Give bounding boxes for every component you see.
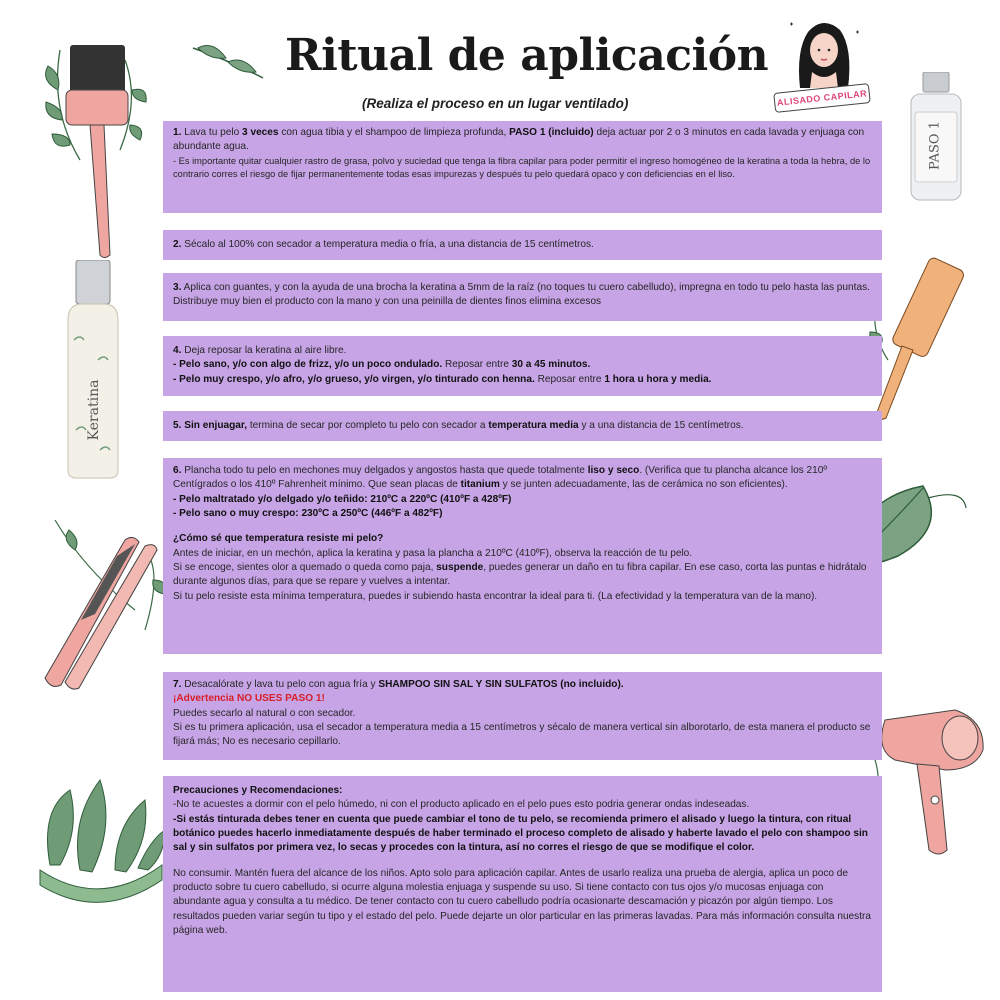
step-7-text: 7. Desacalórate y lava tu pelo con agua fría y SHAMPOO SIN SAL Y SIN SULFATOS (no incluido).: [173, 679, 624, 690]
paso1-bottle-label: PASO 1: [927, 121, 943, 170]
alisado-capilar-badge: ALISADO CAPILAR: [773, 83, 871, 113]
comb-icon: [868, 250, 983, 425]
tint-brush-icon: [40, 30, 150, 260]
step-5-text: 5. Sin enjuagar, termina de secar por completo tu pelo con secador a temperatura media y a una distancia de 15 centímetros.: [173, 420, 744, 431]
precaution-1: -No te acuestes a dormir con el pelo húmedo, ni con el producto aplicado en el pelo pues esto podria generar ondas indeseadas.: [173, 799, 750, 811]
step-6-box: [163, 458, 882, 654]
precaution-2: -Si estás tinturada debes tener en cuenta que puede cambiar el tono de tu pelo, se recomienda primero el alisado y luego la tintura, con ritual botánico puedes hacerlo inmediatamente después de haber terminado el proceso completo de alisado y haberte lavado el pelo con shampoo sin sal y sin sulfatos por primera vez, lo secas y procedes con la tintura, así no corres el riesgo de que se modifique el color.: [173, 813, 868, 854]
step-1-text: 1. Lava tu pelo 3 veces con agua tibia y el shampoo de limpieza profunda, PASO 1 (incluido) deja actuar por 2 o 3 minutos en cada lavada y enjuaga con abundante agua.: [173, 127, 865, 153]
step-1-box: [163, 121, 882, 213]
step-2-text: 2. Sécalo al 100% con secador a temperatura media o fría, a una distancia de 15 centímetros.: [173, 239, 594, 250]
step-6-text: 6. Plancha todo tu pelo en mechones muy delgados y angostos hasta que quede totalmente liso y seco. (Verifica que tu plancha alcance los 210º Centígrados o los 410º Fahrenheit mínimo. Que sean placas de titanium y se junten adecuadamente, las de cerámica no son eficientes).: [173, 465, 828, 491]
step-7-dry: Puedes secarlo al natural o con secador.: [173, 707, 356, 719]
step-4-line-3: - Pelo muy crespo, y/o afro, y/o grueso, y/o virgen, y/o tinturado con henna. Reposar entre 1 hora u hora y media.: [173, 373, 712, 385]
precautions-title: Precauciones y Recomendaciones:: [173, 785, 343, 796]
leaf-sprig-icon: [188, 40, 268, 85]
step-6-temp-damaged: - Pelo maltratado y/o delgado y/o teñido: 210ºC a 220ºC (410ºF a 428ºF): [173, 493, 512, 505]
step-3-box: [163, 273, 882, 321]
step-3-text: 3. Aplica con guantes, y con la ayuda de una brocha la keratina a 5mm de la raíz (no toques tu cuero cabelludo), impregna en todo tu pelo hasta las puntas. Distribuye muy bien el producto con la mano y con una peinilla de dientes finos elimina excesos: [173, 282, 870, 308]
woman-avatar-icon: [778, 10, 868, 92]
step-7-box: [163, 672, 882, 760]
precautions-box: [163, 776, 882, 992]
keratina-bottle-icon: [62, 260, 124, 480]
step-7-warning: ¡Advertencia NO USES PASO 1!: [173, 693, 325, 705]
step-6-temp-healthy: - Pelo sano o muy crespo: 230ºC a 250ºC (446ºF a 482ºF): [173, 507, 443, 519]
precaution-3: No consumir. Mantén fuera del alcance de los niños. Apto solo para aplicación capilar. Antes de usarlo realiza una prueba de alergia, aplica un poco de producto sobre tu cuero cabelludo, si ocurre alguna molestia enjuaga y suspende su uso. Si tiene contacto con tus ojos y/o mucosas enjuaga con abundante agua y consulta a tu médico. De tener contacto con tu cuero cabelludo podría ocasionarte descamación y picazón por algún tiempo. Los resultados pueden variar según tu tipo y el estado del pelo. Puede dejarte un olor particular en las primeras lavadas. Para más información consulta nuestra página web.: [173, 867, 871, 936]
step-4-box: [163, 336, 882, 396]
step-6-question: ¿Cómo sé que temperatura resiste mi pelo?: [173, 533, 384, 545]
page-title: Ritual de aplicación: [285, 30, 769, 81]
keratina-bottle-label: Keratina: [86, 379, 102, 441]
step-2-box: [163, 230, 882, 260]
step-6-test-2: Si se encoge, sientes olor a quemado o queda como paja, suspende, puedes generar un daño en tu fibra capilar. En ese caso, corta las puntas e hidrátalo durante algunos días, para que se repare y vuelves a intentar.: [173, 561, 867, 588]
step-1-note: - Es importante quitar cualquier rastro de grasa, polvo y suciedad que tenga la fibra capilar para poder permitir el ingreso homogéneo de la keratina a toda la hebra, de lo contrario corres el riesgo de fijar permanentemente todas esas impurezas y después tu pelo quedará opaco y con deficiencias en el liso.: [173, 155, 871, 179]
flat-iron-icon: [25, 510, 175, 695]
step-4-line-1: 4. Deja reposar la keratina al aire libre.: [173, 345, 347, 356]
step-4-line-2: - Pelo sano, y/o con algo de frizz, y/o un poco ondulado. Reposar entre 30 a 45 minutos.: [173, 359, 591, 371]
leaf-crown-icon: [30, 770, 170, 910]
page-subtitle: (Realiza el proceso en un lugar ventilado): [362, 96, 629, 111]
step-6-test-1: Antes de iniciar, en un mechón, aplica la keratina y pasa la plancha a 210ºC (410ºF), observa la reacción de tu pelo.: [173, 547, 693, 559]
step-7-first-time: Si es tu primera aplicación, usa el secador a temperatura media a 15 centímetros y sécalo de manera vertical sin alborotarlo, de esta manera el producto se fijará más; No es necesario cepillarlo.: [173, 721, 871, 748]
step-6-test-3: Si tu pelo resiste esta mínima temperatura, puedes ir subiendo hasta encontrar la ideal para ti. (La efectividad y la temperatura van de la mano).: [173, 590, 818, 602]
step-5-box: [163, 411, 882, 441]
